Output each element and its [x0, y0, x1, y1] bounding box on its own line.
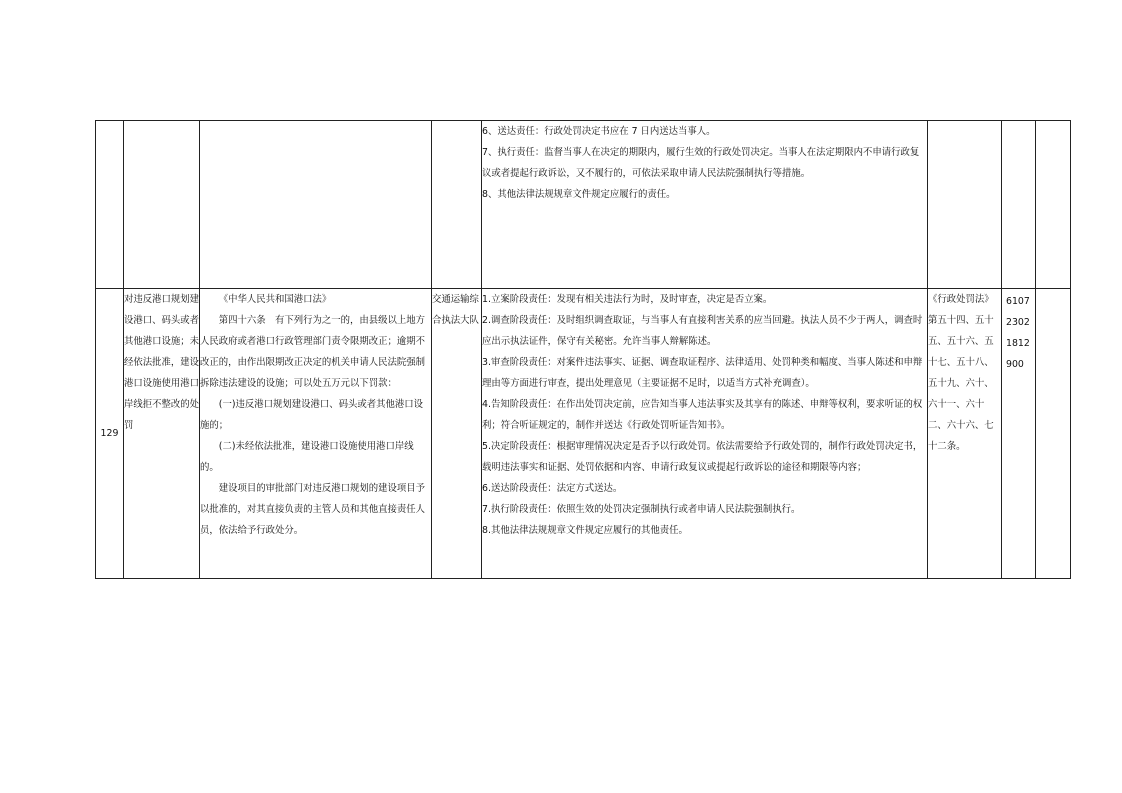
cell-item-empty: [124, 121, 200, 289]
cell-remark: [1036, 289, 1071, 579]
cell-department: [432, 289, 482, 579]
cell-basis-empty: [200, 121, 432, 289]
cell-code: [1002, 289, 1036, 579]
responsibility-line: 5.决定阶段责任：根据审理情况决定是否予以行政处罚。依法需要给予行政处罚的，制作行政处罚决定书，载明违法事实和证据、处罚依据和内容、申请行政复议或提起行政诉讼的途径和期限等内容；: [482, 441, 923, 473]
item-code: 610723021812900: [1006, 296, 1030, 370]
law-clause: (一)违反港口规划建设港口、码头或者其他港口设施的；: [200, 399, 423, 431]
item-name: 对违反港口规划建设港口、码头或者其他港口设施；未经依法批准，建设港口设施使用港口岸线拒不整改的处罚: [124, 294, 200, 431]
cell-seq: [96, 289, 124, 579]
responsibility-line: 3.审查阶段责任：对案件违法事实、证据、调查取证程序、法律适用、处罚种类和幅度、当事人陈述和申辩理由等方面进行审查，提出处理意见（主要证据不足时，以适当方式补充调查）。: [482, 357, 923, 389]
law-clause: (二)未经依法批准，建设港口设施使用港口岸线的。: [200, 441, 414, 473]
law-title: 《中华人民共和国港口法》: [218, 294, 332, 305]
responsibility-line: 4.告知阶段责任：在作出处罚决定前，应告知当事人违法事实及其享有的陈述、申辩等权利，要求听证的权利；符合听证规定的，制作并送达《行政处罚听证告知书》。: [482, 399, 923, 431]
cell-seq-empty: [96, 121, 124, 289]
law-paragraph: 建设项目的审批部门对违反港口规划的建设项目予以批准的，对其直接负责的主管人员和其他直接责任人员，依法给予行政处分。: [200, 483, 426, 536]
responsibility-line: 6.送达阶段责任：法定方式送达。: [482, 483, 623, 494]
cell-code-empty: [1002, 121, 1036, 289]
responsibility-line: 6、送达责任：行政处罚决定书应在 7 日内送达当事人。: [482, 126, 716, 137]
responsibility-line: 7、执行责任：监督当事人在决定的期限内，履行生效的行政处罚决定。当事人在法定期限内不申请行政复议或者提起行政诉讼，又不履行的，可依法采取申请人民法院强制执行等措施。: [482, 147, 920, 179]
table-row-129: [96, 289, 1071, 579]
cell-accountability-empty: [928, 121, 1002, 289]
responsibility-line: 8.其他法律法规规章文件规定应履行的其他责任。: [482, 525, 688, 536]
responsibility-line: 8、其他法律法规规章文件规定应履行的责任。: [482, 189, 676, 200]
cell-dept-empty: [432, 121, 482, 289]
responsibility-line: 2.调查阶段责任：及时组织调查取证，与当事人有直接利害关系的应当回避。执法人员不少于两人，调查时应出示执法证件，保守有关秘密。允许当事人辩解陈述。: [482, 315, 923, 347]
cell-remark-empty: [1036, 121, 1071, 289]
power-list-table: [95, 120, 1071, 579]
cell-accountability: [928, 289, 1002, 579]
cell-responsibility: [482, 121, 928, 289]
department-name: 交通运输综合执法大队: [432, 294, 479, 326]
accountability-basis: 《行政处罚法》第五十四、五十五、五十六、五十七、五十八、五十九、六十、六十一、六十二、六十六、七十二条。: [928, 294, 994, 452]
cell-responsibility: [482, 289, 928, 579]
law-article: 第四十六条 有下列行为之一的，由县级以上地方人民政府或者港口行政管理部门责令限期改正；逾期不改正的，由作出限期改正决定的机关申请人民法院强制拆除违法建设的设施；可以处五万元以下罚款：: [200, 315, 426, 389]
sequence-number: 129: [100, 428, 119, 439]
cell-legal-basis: [200, 289, 432, 579]
cell-item-name: [124, 289, 200, 579]
responsibility-line: 7.执行阶段责任：依照生效的处罚决定强制执行或者申请人民法院强制执行。: [482, 504, 801, 515]
responsibility-line: 1.立案阶段责任：发现有相关违法行为时，及时审查，决定是否立案。: [482, 294, 773, 305]
table-row-continued: [96, 121, 1071, 289]
